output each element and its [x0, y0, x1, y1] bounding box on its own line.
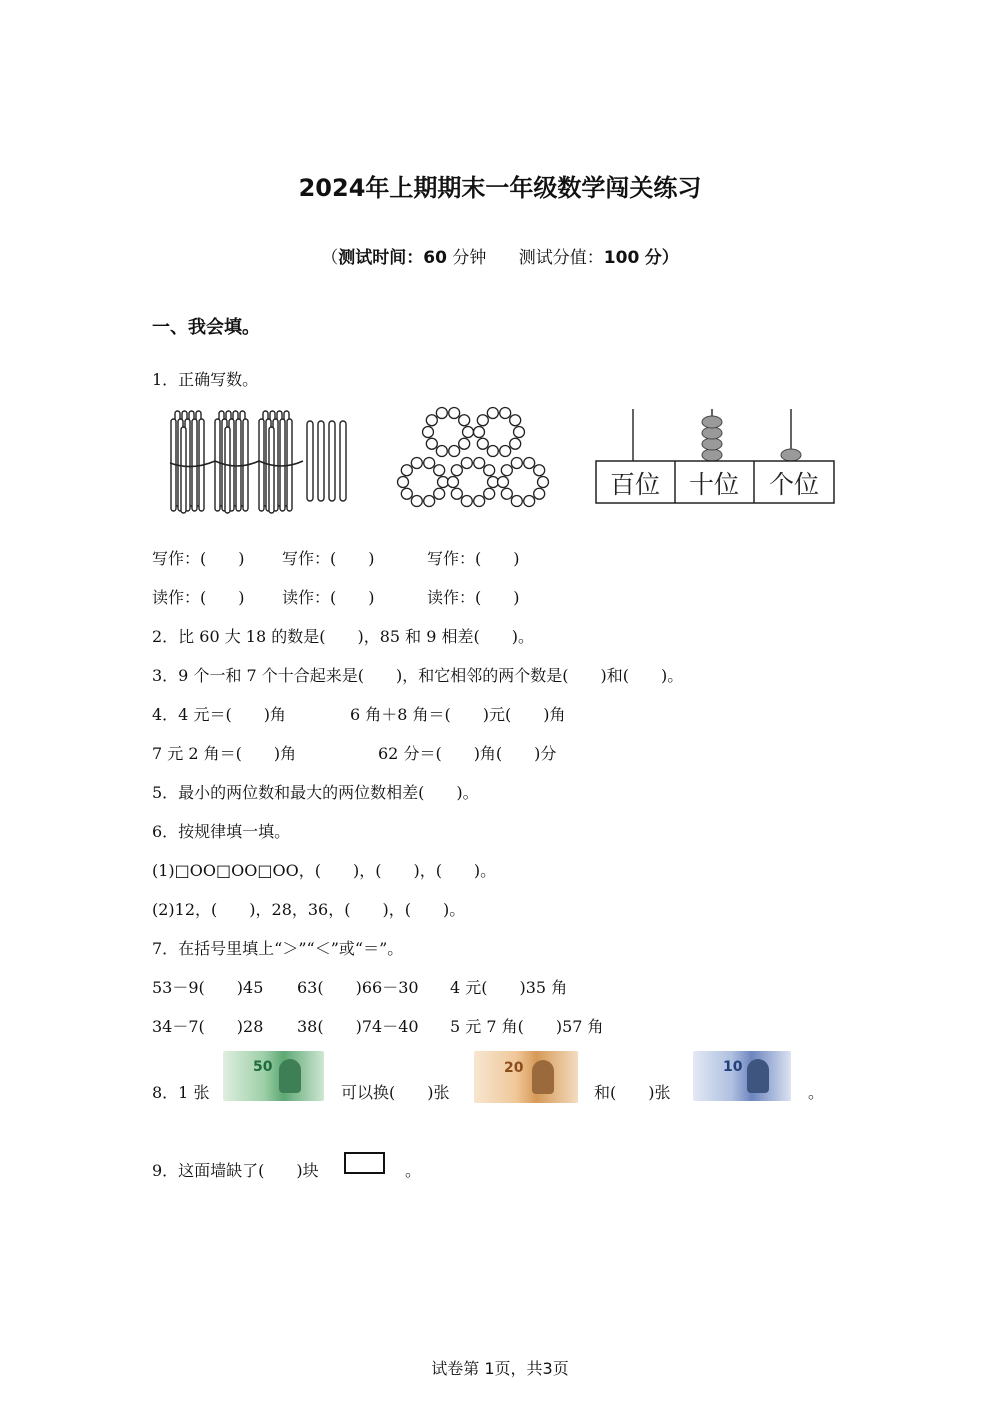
- bead: [474, 496, 485, 507]
- q9-part-a: 9．这面墙缺了( )块: [152, 1161, 319, 1180]
- subtitle-open: （: [321, 248, 339, 268]
- bead: [524, 496, 535, 507]
- q8-part-d: 。: [808, 1083, 825, 1102]
- q7-item: 53－9( )45: [152, 978, 264, 997]
- bead: [424, 496, 435, 507]
- bead: [434, 465, 445, 476]
- bead: [487, 446, 498, 457]
- bead: [484, 465, 495, 476]
- q7-item: 38( )74－40: [297, 1017, 419, 1036]
- bill-value: 50: [253, 1059, 273, 1075]
- bead: [411, 496, 422, 507]
- portrait-icon: [279, 1059, 301, 1093]
- q8-part-c: 和( )张: [594, 1083, 671, 1102]
- bead: [501, 465, 512, 476]
- bead: [424, 457, 435, 468]
- time-unit: 分钟: [452, 248, 487, 268]
- bead: [538, 477, 549, 488]
- bead: [459, 438, 470, 449]
- q7-item: 63( )66－30: [297, 978, 419, 997]
- score-unit: 分）: [644, 248, 679, 268]
- bill-value: 20: [504, 1060, 524, 1076]
- bead: [411, 457, 422, 468]
- q6-pattern-2: (2)12，( )，28，36，( )，( )。: [152, 900, 466, 919]
- bead: [448, 477, 459, 488]
- q6-pattern-1: (1)□OO□OO□OO，( )，( )，( )。: [152, 861, 497, 880]
- bead: [474, 427, 485, 438]
- bead: [463, 427, 474, 438]
- bead: [514, 427, 525, 438]
- page-title: 2024年上期期末一年级数学闯关练习: [298, 174, 702, 202]
- bead-rings-figure: [393, 402, 555, 514]
- bead: [423, 427, 434, 438]
- q7-item: 4 元( )35 角: [450, 978, 568, 997]
- write-answer-2: 写作：( ): [282, 549, 375, 568]
- bead: [426, 438, 437, 449]
- read-answer-1: 读作：( ): [152, 588, 245, 607]
- bead: [477, 415, 488, 426]
- bead: [510, 438, 521, 449]
- bead: [436, 446, 447, 457]
- time-label: 测试时间：: [338, 248, 424, 268]
- bead: [434, 488, 445, 499]
- bead: [449, 446, 460, 457]
- q4-part-c: 7 元 2 角＝( )角: [152, 744, 297, 763]
- read-answer-2: 读作：( ): [282, 588, 375, 607]
- q7-label: 7．在括号里填上“＞”“＜”或“＝”。: [152, 939, 404, 958]
- bead: [500, 446, 511, 457]
- bead: [511, 496, 522, 507]
- bead: [461, 457, 472, 468]
- page-footer: 试卷第 1页，共3页: [431, 1359, 569, 1378]
- write-answer-3: 写作：( ): [427, 549, 520, 568]
- q6-label: 6．按规律填一填。: [152, 822, 291, 841]
- question-3: 3．9 个一和 7 个十合起来是( )，和它相邻的两个数是( )和( )。: [152, 666, 684, 685]
- score-label: 测试分值：: [518, 248, 604, 268]
- q7-item: 34－7( )28: [152, 1017, 264, 1036]
- bead: [474, 457, 485, 468]
- portrait-icon: [747, 1059, 769, 1093]
- read-answer-3: 读作：( ): [427, 588, 520, 607]
- place-tens: 十位: [688, 470, 740, 499]
- bead: [449, 407, 460, 418]
- q4-part-b: 6 角＋8 角＝( )元( )角: [350, 705, 566, 724]
- bead: [398, 477, 409, 488]
- portrait-icon: [532, 1060, 554, 1094]
- bead: [401, 465, 412, 476]
- bead: [461, 496, 472, 507]
- bill-value: 10: [723, 1059, 743, 1075]
- place-ones: 个位: [768, 470, 820, 499]
- time-value: 60: [423, 248, 447, 268]
- subtitle: [0, 243, 1000, 268]
- bead: [534, 465, 545, 476]
- bead: [451, 465, 462, 476]
- ten-yuan-bill: [693, 1051, 791, 1101]
- sticks-figure: [165, 405, 360, 517]
- bead: [511, 457, 522, 468]
- bead: [534, 488, 545, 499]
- bead: [477, 438, 488, 449]
- q9-part-b: 。: [405, 1161, 422, 1180]
- bead: [451, 488, 462, 499]
- q7-item: 5 元 7 角( )57 角: [450, 1017, 604, 1036]
- bead: [484, 488, 495, 499]
- section-heading: 一、我会填。: [152, 317, 260, 338]
- bead: [500, 407, 511, 418]
- bead: [501, 488, 512, 499]
- q4-part-a: 4．4 元＝( )角: [152, 705, 286, 724]
- brick-icon: [344, 1152, 385, 1174]
- bead: [401, 488, 412, 499]
- twenty-yuan-bill: [474, 1051, 578, 1103]
- bead: [510, 415, 521, 426]
- bead: [436, 407, 447, 418]
- q8-part-a: 8．1 张: [152, 1083, 210, 1102]
- bead: [487, 407, 498, 418]
- fifty-yuan-bill: [223, 1051, 324, 1101]
- bead: [524, 457, 535, 468]
- bead: [498, 477, 509, 488]
- q8-part-b: 可以换( )张: [341, 1083, 450, 1102]
- question-5: 5．最小的两位数和最大的两位数相差( )。: [152, 783, 479, 802]
- q4-part-d: 62 分＝( )角( )分: [378, 744, 557, 763]
- question-2: 2．比 60 大 18 的数是( )，85 和 9 相差( )。: [152, 627, 535, 646]
- score-value: 100: [603, 248, 640, 268]
- place-hundreds: 百位: [609, 470, 661, 499]
- bead: [459, 415, 470, 426]
- bead: [426, 415, 437, 426]
- q1-label: 1．正确写数。: [152, 370, 259, 389]
- abacus-figure: [594, 405, 838, 509]
- write-answer-1: 写作：( ): [152, 549, 245, 568]
